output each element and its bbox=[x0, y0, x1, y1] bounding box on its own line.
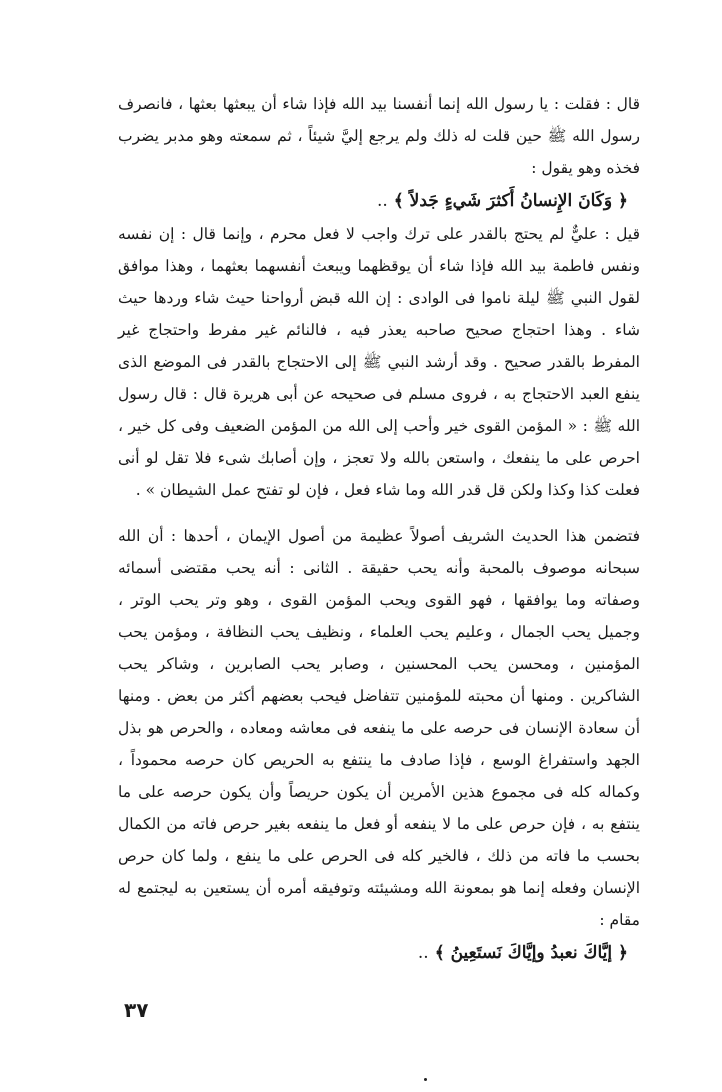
verse-tail: .. bbox=[376, 191, 388, 211]
verse-text: ﴿ إيَّاكَ نعبدُ وإيَّاكَ نَستَعِينُ ﴾ bbox=[434, 943, 628, 963]
paragraph-3: فتضمن هذا الحديث الشريف أصولاً عظيمة من أصول الإيمان ، أحدها : أن الله سبحانه موصوف بالمحبة وأنه يحب حقيقة . الثانى : أنه يحب مقتضى أسمائه وصفاته وما يوافقها ، فهو القوى ويحب المؤمن القوى ، وهو وتر يحب الوتر ، وجميل يحب الجمال ، وعليم يحب العلماء ، ونظيف يحب النظافة ، ومؤمن يحب المؤمنين ، ومحسن يحب المحسنين ، وصابر يحب الصابرين ، وشاكر يحب الشاكرين . ومنها أن محبته للمؤمنين تتفاضل فيحب بعضهم أكثر من بعض . ومنها أن سعادة الإنسان فى حرصه على ما ينفعه فى معاشه ومعاده ، والحرص هو بذل الجهد واستفراغ الوسع ، فإذا صادف ما ينتفع به الحريص كان حرصه محموداً ، وكماله كله فى مجموع هذين الأمرين أن يكون حريصاً وأن يكون حرصه على ما ينتفع به ، فإن حرص على ما لا ينفعه أو فعل ما ينفعه بغير حرص فاته من الكمال بحسب ما فاته من ذلك ، فالخير كله فى الحرص على ما ينفع ، ولما كان حرص الإنسان وفعله إنما هو بمعونة الله ومشيئته وتوفيقه أمره أن يستعين به ليجتمع له مقام : bbox=[118, 527, 640, 929]
quran-verse-2 bbox=[118, 936, 640, 970]
paragraph-gap bbox=[118, 506, 640, 520]
verse-tail: .. bbox=[417, 943, 429, 963]
paragraph-2: قيل : عليٌّ لم يحتج بالقدر على ترك واجب لا فعل محرم ، وإنما قال : إن نفسه ونفس فاطمة بيد الله فإذا شاء أن يوقظهما ويبعث أنفسهما بعثهما ، وهذا موافق لقول النبي ﷺ ليلة ناموا فى الوادى : إن الله قبض أرواحنا حيث شاء وردها حيث شاء . وهذا احتجاج صحيح صاحبه يعذر فيه ، فالنائم غير مفرط واحتجاج غير المفرط بالقدر صحيح . وقد أرشد النبي ﷺ إلى الاحتجاج بالقدر فى الموضع الذى ينفع العبد الاحتجاج به ، فروى مسلم فى صحيحه عن أبى هريرة قال : قال رسول الله ﷺ : « المؤمن القوى خير وأحب إلى الله من المؤمن الضعيف وفى كل خير ، احرص على ما ينفعك ، واستعن بالله ولا تعجز ، وإن أصابك شىء فلا تقل لو أنى فعلت كذا وكذا ولكن قل قدر الله وما شاء فعل ، فإن لو تفتح عمل الشيطان » . bbox=[118, 225, 640, 499]
scan-speck bbox=[424, 1078, 427, 1081]
page-number: ٣٧ bbox=[124, 998, 149, 1022]
verse-text: ﴿ وَكَانَ الإِنسانُ أَكثرَ شَيءٍ جَدلاً ﴾ bbox=[393, 191, 628, 211]
page-text-block bbox=[118, 84, 640, 1044]
quran-verse-1 bbox=[118, 184, 640, 218]
paragraph-1: قال : فقلت : يا رسول الله إنما أنفسنا بيد الله فإذا شاء أن يبعثها بعثها ، فانصرف رسول الله ﷺ حين قلت له ذلك ولم يرجع إليَّ شيئاً ، ثم سمعته وهو مدبر يضرب فخذه وهو يقول : bbox=[118, 95, 640, 177]
